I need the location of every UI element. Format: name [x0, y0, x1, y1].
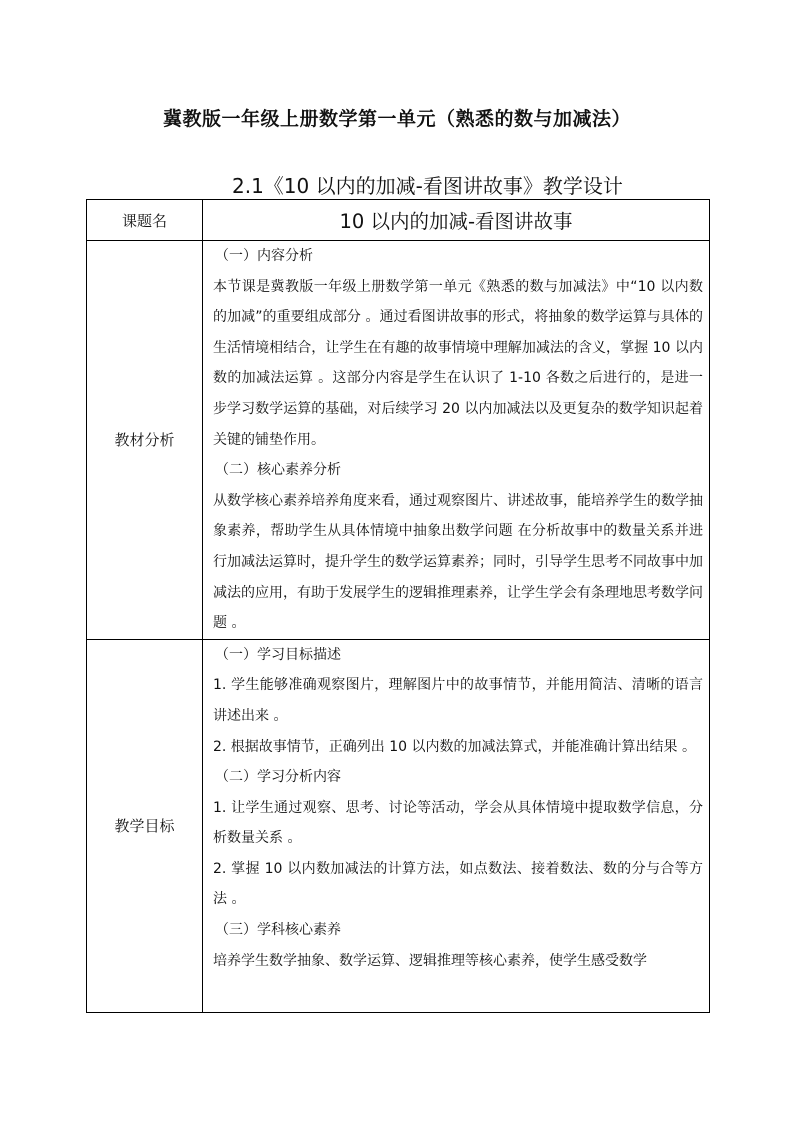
- document-title: 冀教版一年级上册数学第一单元（熟悉的数与加减法）: [162, 108, 631, 130]
- goals-label: 教学目标: [87, 639, 203, 1012]
- goals-heading-2: （二）学习分析内容: [215, 769, 341, 786]
- goals-paragraph-3: 1. 让学生通过观察、思考、讨论等活动，学会从具体情境中提取数学信息，分析数量关系 。: [213, 799, 703, 847]
- analysis-heading-1: （一）内容分析: [215, 248, 313, 264]
- goals-heading-1: （一）学习目标描述: [215, 646, 341, 663]
- analysis-label: 教材分析: [87, 241, 203, 640]
- goals-paragraph-4: 2. 掌握 10 以内数加减法的计算方法，如点数法、接着数法、数的分与合等方法 。: [213, 860, 703, 908]
- goals-paragraph-2: 2. 根据故事情节，正确列出 10 以内数的加减法算式，并能准确计算出结果 。: [213, 738, 696, 755]
- analysis-paragraph-1: 本节课是冀教版一年级上册数学第一单元《熟悉的数与加减法》中“10 以内数的加减”的重要组成部分 。通过看图讲故事的形式，将抽象的数学运算与具体的生活情境相结合，让学生在有趣的故事情境中理解加减法的含义，掌握 10 以内数的加减法运算 。这部分内容是学生在认识了 1-10 各数之后进行的，是进一步学习数学运算的基础，对后续学习 20 以内加减法以及更复杂的数学知识起着关键的铺垫作用。: [213, 278, 703, 448]
- analysis-paragraph-2: 从数学核心素养培养角度来看，通过观察图片、讲述故事，能培养学生的数学抽象素养，帮助学生从具体情境中抽象出数学问题 在分析故事中的数量关系并进行加减法运算时，提升学生的数学运算素养；同时，引导学生思考不同故事中加减法的应用，有助于发展学生的逻辑推理素养，让学生学会有条理地思考数学问题 。: [213, 492, 703, 632]
- goals-paragraph-1: 1. 学生能够准确观察图片，理解图片中的故事情节，并能用简洁、清晰的语言讲述出来 。: [213, 677, 703, 724]
- table-row-analysis: [87, 241, 710, 640]
- topic-value: 10 以内的加减-看图讲故事: [203, 200, 710, 241]
- analysis-content: [203, 241, 710, 640]
- table-row-goals: [87, 639, 710, 1012]
- goals-heading-3: （三）学科核心素养: [215, 922, 341, 939]
- goals-paragraph-5: 培养学生数学抽象、数学运算、逻辑推理等核心素养，使学生感受数学: [213, 952, 647, 969]
- document-subtitle: 2.1《10 以内的加减-看图讲故事》教学设计: [232, 174, 623, 198]
- goals-content: [203, 639, 710, 1012]
- table-row-topic: [87, 200, 710, 241]
- lesson-plan-table: [86, 199, 710, 1013]
- topic-label: 课题名: [87, 200, 203, 241]
- analysis-heading-2: （二）核心素养分析: [215, 462, 341, 479]
